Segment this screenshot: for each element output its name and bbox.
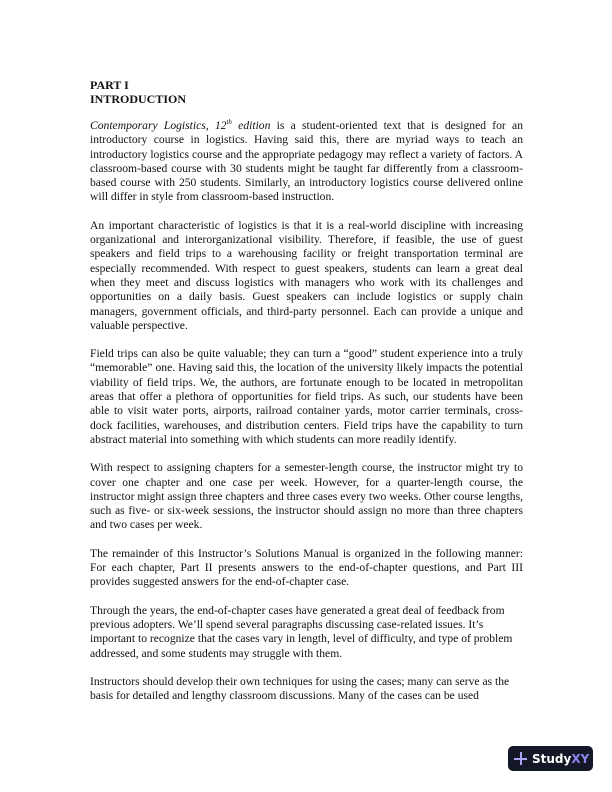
paragraph-assigning-chapters: With respect to assigning chapters for a semester-length course, the instructor might try to cover one chapter and one case per week. However, for a quarter-length course, the instructor might assign three chapters and three cases every two weeks. Other course lengths, such as five- or six-week sessions, the instructor should assign no more than three chapters and two cases per week. <box>90 461 523 532</box>
section-heading <box>90 78 523 106</box>
document-page <box>90 78 523 717</box>
paragraph-intro: Contemporary Logistics, 12th edition is a student-oriented text that is designed for an introductory course in logistics. Having said this, there are myriad ways to teach an introductory logistics course and the appropriate pedagogy may reflect a variety of factors. A classroom-based course with 30 students might be taught far differently from a classroom-based course with 250 students. Similarly, an introductory logistics course delivered online will differ in style from classroom-based instruction. <box>90 118 523 204</box>
plus-icon <box>514 752 527 765</box>
part-label: PART I <box>90 78 129 92</box>
studyxy-watermark[interactable] <box>508 746 593 771</box>
section-title: INTRODUCTION <box>90 92 187 106</box>
book-title: Contemporary Logistics, 12th edition <box>90 118 271 132</box>
brand-part1: Study <box>532 751 572 766</box>
paragraph-field-trips: Field trips can also be quite valuable; they can turn a “good” student experience into a truly “memorable” one. Having said this, the location of the university likely impacts the potential viability of field trips. We, the authors, are fortunate enough to be located in metropolitan areas that offer a plethora of opportunities for field trips. As such, our students have been able to visit water ports, airports, railroad container yards, motor carrier terminals, cross-dock facilities, warehouses, and distribution centers. Field trips have the capability to turn abstract material into something with which students can more readily identify. <box>90 347 523 446</box>
paragraph-guest-speakers: An important characteristic of logistics is that it is a real-world discipline with increasing organizational and interorganizational visibility. Therefore, if feasible, the use of guest speakers and field trips to a warehousing facility or freight transportation terminal are especially recommended. With respect to guest speakers, students can learn a great deal when they meet and discuss logistics with managers who work with its challenges and opportunities on a daily basis. Guest speakers can include logistics or supply chain managers, government officials, and third-party personnel. Each can provide a unique and valuable perspective. <box>90 218 523 332</box>
paragraph-cases-feedback: Through the years, the end-of-chapter cases have generated a great deal of feedback from previous adopters. We’ll spend several paragraphs discussing case-related issues. It’s important to recognize that the cases vary in length, level of difficulty, and type of problem addressed, and some students may struggle with them. <box>90 603 513 660</box>
brand-part2: XY <box>571 751 590 766</box>
paragraph-case-techniques: Instructors should develop their own techniques for using the cases; many can serve as the basis for detailed and lengthy classroom discussions. Many of the cases can be used <box>90 674 510 703</box>
paragraph-manual-organization: The remainder of this Instructor’s Solutions Manual is organized in the following manner: For each chapter, Part II presents answers to the end-of-chapter questions, and Part III provides suggested answers for the end-of-chapter case. <box>90 546 523 589</box>
